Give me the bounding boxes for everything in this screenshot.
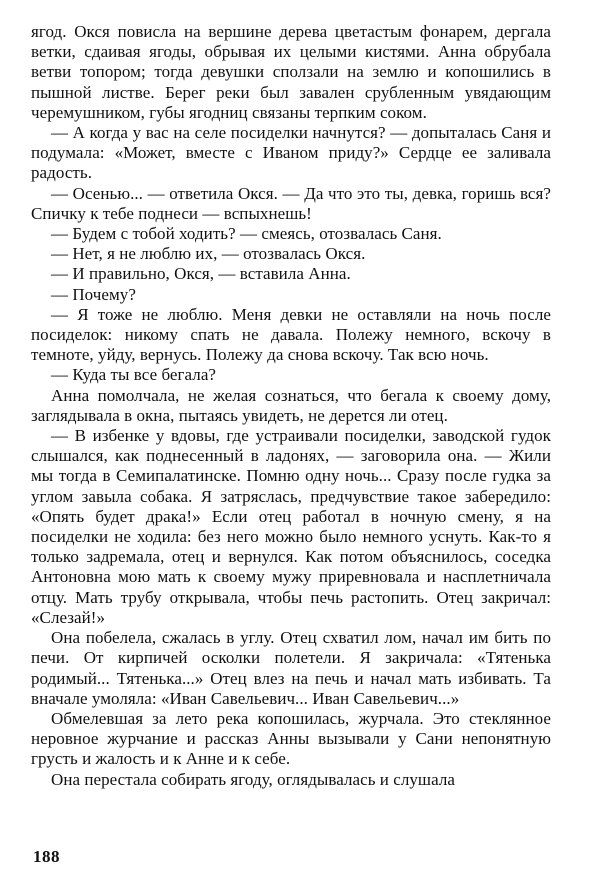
paragraph-12: Она побелела, сжалась в углу. Отец схватил лом, начал им бить по печи. От кирпичей осколки полетели. Я закричала: «Тятенька родимый... Тятенька...» Отец влез на печь и начал мать избивать. Та вначале умоляла: «Иван Савельевич... Иван Савельевич...» [31,628,551,708]
text-column [31,22,551,872]
paragraph-5: — Нет, я не люблю их, — отозвалась Окся. [51,244,366,264]
paragraph-4: — Будем с тобой ходить? — смеясь, отозвалась Саня. [51,224,442,244]
paragraph-8: — Я тоже не люблю. Меня девки не оставляли на ночь после посиделок: никому спать не давала. Полежу немного, вскочу в темноте, уйду, вернусь. Полежу да снова вскочу. Так всю ночь. [31,304,551,365]
page-number: 188 [33,847,60,866]
paragraph-10: Анна помолчала, не желая сознаться, что бегала к своему дому, заглядывала в окна, пытаясь увидеть, не дерется ли отец. [31,385,551,425]
paragraph-2: — А когда у вас на селе посиделки начнутся? — допыталась Саня и подумала: «Может, вместе с Иваном приду?» Сердце ее заливала радость. [31,123,551,183]
paragraph-9: — Куда ты все бегала? [51,365,217,385]
paragraph-6: — И правильно, Окся, — вставила Анна. [51,264,351,284]
paragraph-7: — Почему? [51,284,136,304]
paragraph-11: — В избенке у вдовы, где устраивали посиделки, заводской гудок слышался, как поднесенный в ладонях, — заговорила она. — Жили мы тогда в Семипалатинске. Помню одну ночь... Сразу после гудка за углом завыла собака. Я затряслась, предчувствие такое забередило: «Опять будет драка!» Если отец работал в ночную смену, я на посиделки не ходила: без него можно было немного уснуть. Как-то я только задремала, отец и вернулся. Как потом объяснилось, соседка Антоновна мою мать к своему мужу приревновала и насплетничала отцу. Мать трубу открывала, чтобы печь растопить. Отец закричал: «Слезай!» [31,426,551,627]
paragraph-1: ягод. Окся повисла на вершине дерева цветастым фонарем, дергала ветки, сдаивая ягоды, обрывая их целыми кистями. Анна обрубала ветви топором; тогда девушки сползали на землю и копошились в пышной листве. Берег реки был завален срубленным увядающим черемушником, губы ягодниц связаны терпким соком. [31,22,551,122]
paragraph-3: — Осенью... — ответила Окся. — Да что это ты, девка, горишь вся? Спичку к тебе поднеси — вспыхнешь! [31,183,551,223]
paragraph-13: Обмелевшая за лето река копошилась, журчала. Это стеклянное неровное журчание и рассказ Анны вызывали у Сани непонятную грусть и жалость и к Анне и к себе. [31,708,551,769]
paragraph-14: Она перестала собирать ягоду, оглядывалась и слушала [51,769,455,789]
